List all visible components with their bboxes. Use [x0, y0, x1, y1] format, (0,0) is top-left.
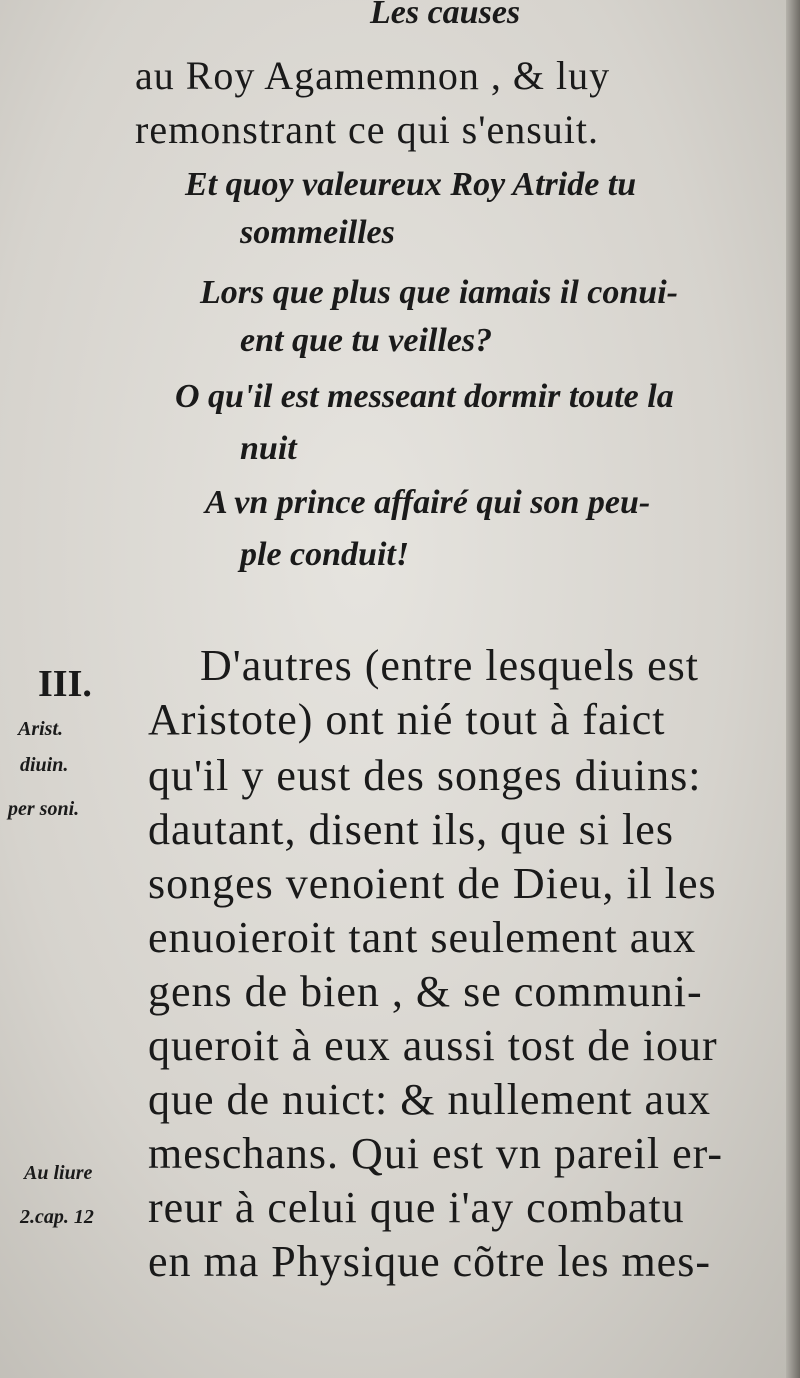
- margin-note-line: Au liure: [24, 1162, 93, 1184]
- paragraph-line: gens de bien , & se communi-: [148, 967, 703, 1016]
- margin-note-line: 2.cap. 12: [20, 1206, 94, 1228]
- margin-note-line: Arist.: [18, 718, 64, 740]
- text-line: au Roy Agamemnon , & luy: [135, 53, 611, 98]
- verse-line: ent que tu veilles?: [240, 322, 493, 359]
- paragraph-line: reur à celui que i'ay combatu: [148, 1183, 685, 1232]
- verse-line: nuit: [240, 430, 297, 467]
- margin-note-line: diuin.: [20, 754, 69, 776]
- paragraph-line: qu'il y eust des songes diuins:: [148, 751, 702, 800]
- paragraph-line: D'autres (entre lesquels est: [200, 641, 699, 690]
- paragraph-line: meschans. Qui est vn pareil er-: [148, 1129, 724, 1178]
- verse-line: A vn prince affairé qui son peu-: [205, 484, 651, 521]
- page-edge-shadow: [786, 0, 800, 1378]
- verse-line: ple conduit!: [240, 536, 410, 573]
- paragraph-line: songes venoient de Dieu, il les: [148, 859, 717, 908]
- paragraph-line: enuoieroit tant seulement aux: [148, 913, 697, 962]
- paragraph-line: en ma Physique cõtre les mes-: [148, 1237, 711, 1286]
- running-head: Les causes: [370, 0, 521, 31]
- paragraph-line: Aristote) ont nié tout à faict: [148, 695, 666, 744]
- text-line: remonstrant ce qui s'ensuit.: [135, 107, 599, 152]
- verse-line: O qu'il est messeant dormir toute la: [175, 378, 674, 415]
- paragraph-line: dautant, disent ils, que si les: [148, 805, 674, 854]
- paragraph-line: queroit à eux aussi tost de iour: [148, 1021, 718, 1070]
- margin-note-line: per soni.: [8, 798, 80, 820]
- verse-line: Lors que plus que iamais il conui-: [200, 274, 678, 311]
- verse-line: Et quoy valeureux Roy Atride tu: [185, 166, 637, 203]
- section-number: III.: [38, 663, 92, 705]
- verse-line: sommeilles: [240, 214, 395, 251]
- paragraph-line: que de nuict: & nullement aux: [148, 1075, 711, 1124]
